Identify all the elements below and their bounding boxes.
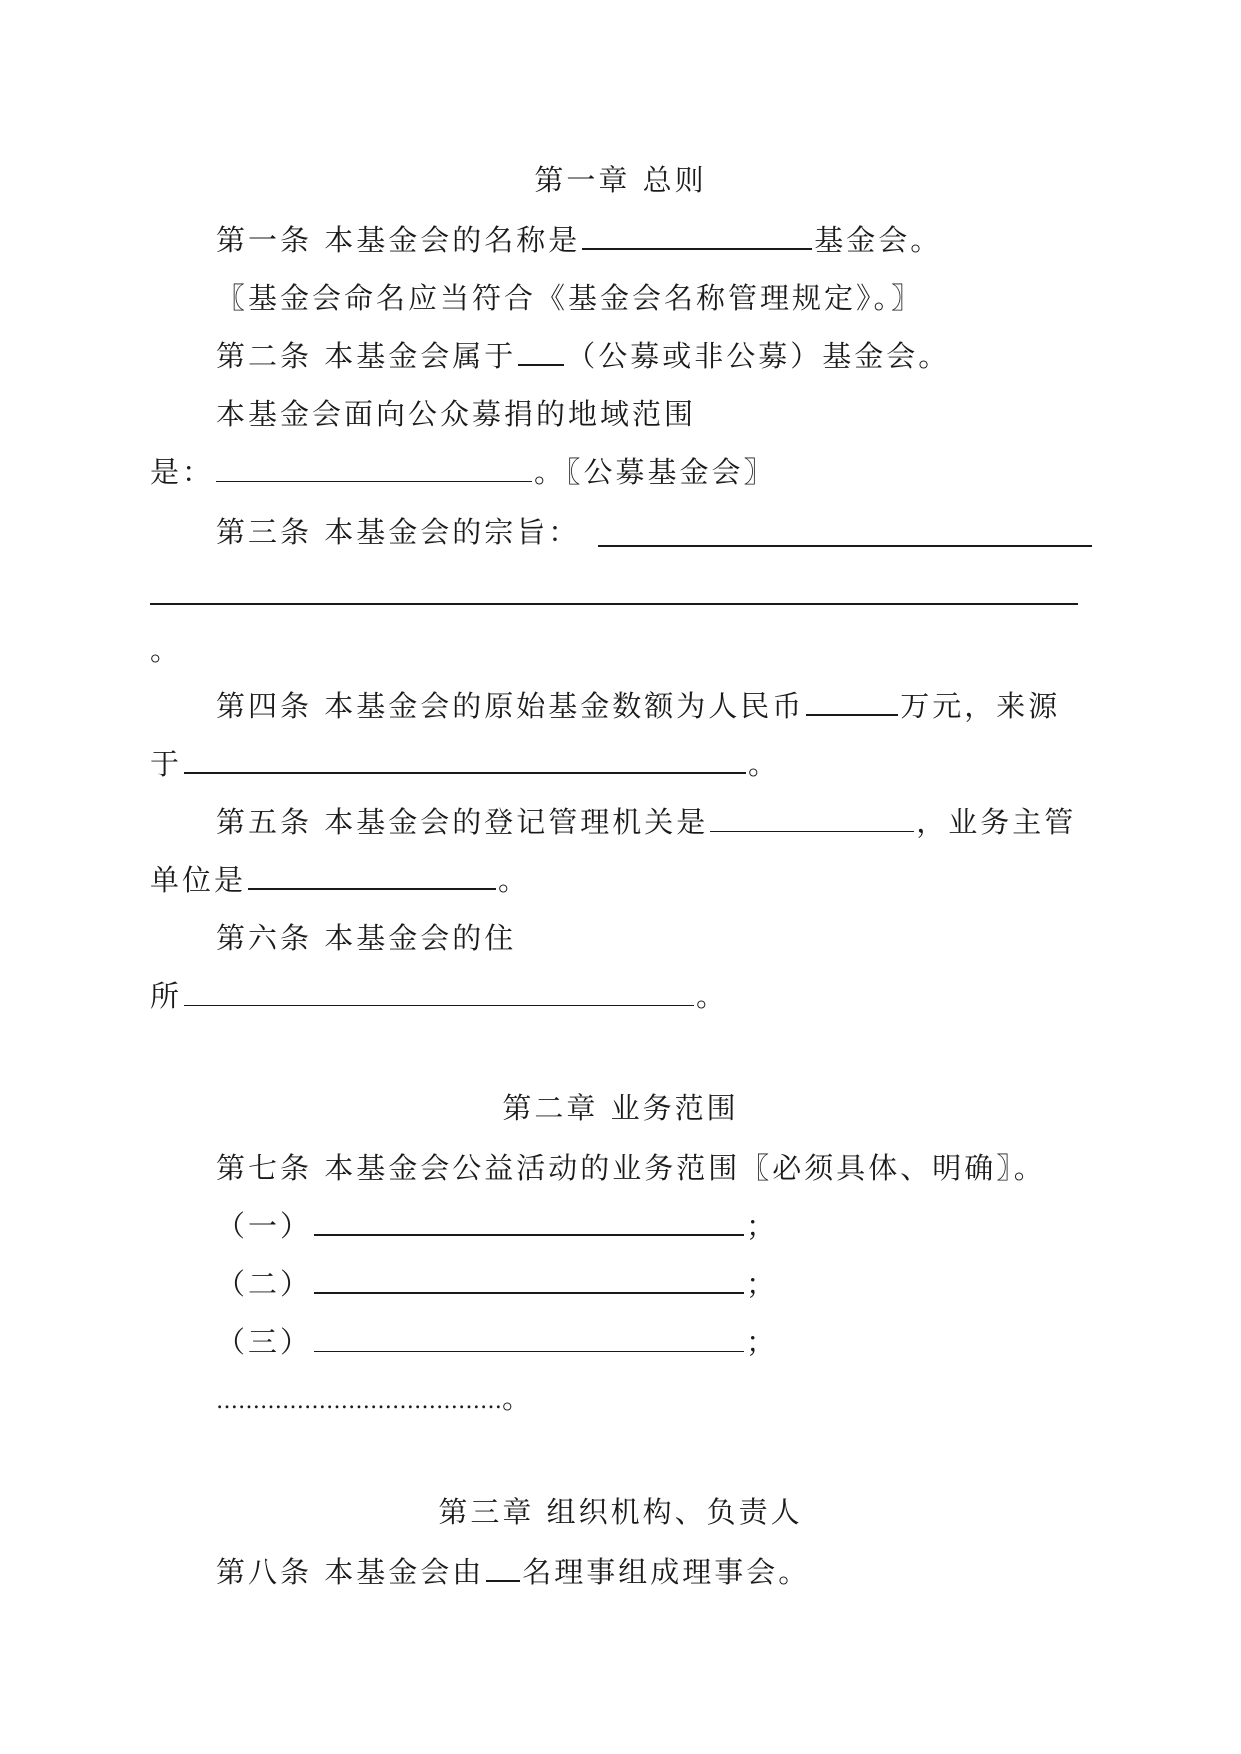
scope-item-3 xyxy=(216,1322,778,1362)
scope-item-2-blank[interactable] xyxy=(314,1268,744,1294)
chapter-1-title: 第一章 总则 xyxy=(534,163,707,197)
article-2-suffix: （公募或非公募）基金会。 xyxy=(566,339,951,373)
chapter-3-title: 第三章 组织机构、负责人 xyxy=(438,1495,803,1529)
article-2-region: 本基金会面向公众募捐的地域范围 xyxy=(216,397,697,431)
article-3: 第三条 本基金会的宗旨： xyxy=(216,515,581,549)
article-6-address xyxy=(150,976,728,1016)
article-2-region-line xyxy=(150,452,776,492)
scope-item-1-label: （一） xyxy=(216,1209,313,1243)
article-2 xyxy=(216,336,950,376)
scope-item-3-label: （三） xyxy=(216,1325,313,1359)
address-label: 所 xyxy=(150,979,183,1013)
ellipsis: ………………………………… xyxy=(216,1389,502,1414)
ellipsis-end: 。 xyxy=(502,1381,535,1415)
chapter-2-title: 第二章 业务范围 xyxy=(502,1091,739,1125)
article-4-source xyxy=(150,744,780,784)
article-5 xyxy=(216,802,1076,842)
article-8-text: 第八条 本基金会由 xyxy=(216,1555,485,1589)
article-5-text: 第五条 本基金会的登记管理机关是 xyxy=(216,805,709,839)
article-8 xyxy=(216,1552,810,1592)
scope-item-1-end: ； xyxy=(746,1209,779,1243)
foundation-name-blank[interactable] xyxy=(582,224,812,250)
article-6: 第六条 本基金会的住 xyxy=(216,921,517,955)
article-7: 第七条 本基金会公益活动的业务范围〖必须具体、明确〗。 xyxy=(216,1151,1046,1185)
scope-item-2 xyxy=(216,1264,778,1304)
scope-ellipsis xyxy=(216,1378,534,1422)
fund-amount-blank[interactable] xyxy=(806,690,898,716)
article-1-text: 第一条 本基金会的名称是 xyxy=(216,223,581,257)
address-end: 。 xyxy=(696,979,729,1013)
scope-item-3-end: ； xyxy=(746,1325,779,1359)
article-1-suffix: 基金会。 xyxy=(814,223,943,257)
article-4-text: 第四条 本基金会的原始基金数额为人民币 xyxy=(216,689,805,723)
council-count-blank[interactable] xyxy=(486,1556,520,1582)
source-label: 于 xyxy=(150,747,183,781)
article-3-end: 。 xyxy=(150,633,183,667)
scope-item-1-blank[interactable] xyxy=(314,1210,744,1236)
article-1-note: 〖基金会命名应当符合《基金会名称管理规定》。〗 xyxy=(216,281,924,315)
article-5-supervisor xyxy=(150,860,530,900)
fund-source-blank[interactable] xyxy=(184,748,746,774)
article-2-text: 第二条 本基金会属于 xyxy=(216,339,517,373)
article-1 xyxy=(216,220,942,260)
scope-item-1 xyxy=(216,1206,778,1246)
supervisor-label: 单位是 xyxy=(150,863,247,897)
source-end: 。 xyxy=(748,747,781,781)
region-blank[interactable] xyxy=(216,457,532,482)
purpose-blank-2[interactable] xyxy=(150,603,1078,605)
registration-authority-blank[interactable] xyxy=(710,807,914,832)
purpose-blank-1[interactable] xyxy=(598,545,1092,547)
supervisor-blank[interactable] xyxy=(248,864,496,890)
article-4-suffix: 万元，来源 xyxy=(900,689,1061,723)
supervisor-end: 。 xyxy=(498,863,531,897)
fundraising-type-blank[interactable] xyxy=(518,340,564,366)
article-4 xyxy=(216,686,1060,726)
scope-item-2-end: ； xyxy=(746,1267,779,1301)
article-8-suffix: 名理事组成理事会。 xyxy=(522,1555,811,1589)
address-blank[interactable] xyxy=(184,981,694,1006)
region-suffix: 。〖公募基金会〗 xyxy=(534,455,776,489)
region-label: 是： xyxy=(150,455,215,489)
scope-item-2-label: （二） xyxy=(216,1267,313,1301)
scope-item-3-blank[interactable] xyxy=(314,1327,744,1352)
article-5-suffix: ，业务主管 xyxy=(916,805,1077,839)
